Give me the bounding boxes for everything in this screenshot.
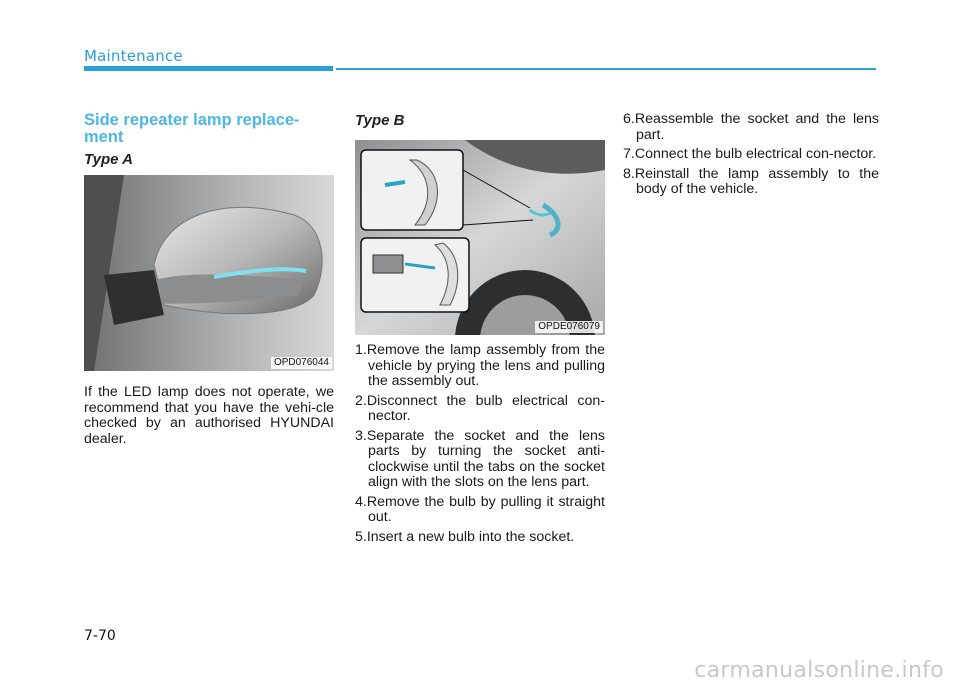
section-heading: Side repeater lamp replace-ment xyxy=(84,111,300,146)
list-item: 1.Remove the lamp assembly from the vehicle by prying the lens and pulling the assembly out. xyxy=(355,342,605,389)
steps-list-col3 xyxy=(623,112,879,202)
type-a-label: Type A xyxy=(84,151,133,168)
header-rule-thin xyxy=(336,68,876,70)
mirror-illustration xyxy=(84,175,334,371)
figure-type-b xyxy=(355,140,605,335)
list-item: 2.Disconnect the bulb electrical con-nector. xyxy=(355,392,605,424)
intro-paragraph: If the LED lamp does not operate, we recommend that you have the vehi-cle checked by an authorised HYUNDAI dealer. xyxy=(84,384,334,447)
figure-code-a: OPD076044 xyxy=(271,357,332,369)
page-number: 7-70 xyxy=(84,628,116,644)
figure-type-a xyxy=(84,175,334,371)
list-item: 7.Connect the bulb electrical con-nector. xyxy=(623,146,877,162)
header-rule-thick xyxy=(84,66,333,71)
type-b-label: Type B xyxy=(355,112,405,129)
watermark[interactable]: carmanualsonline.info xyxy=(694,658,944,683)
list-item: 3.Separate the socket and the lens parts by turning the socket anti-clockwise until the tabs on the socket align with the slots on the lens part. xyxy=(355,427,605,490)
list-item: 5.Insert a new bulb into the socket. xyxy=(355,528,575,545)
list-item: 8.Reinstall the lamp assembly to the body of the vehicle. xyxy=(623,165,879,197)
list-item: 6.Reassemble the socket and the lens part. xyxy=(623,111,879,143)
list-item: 4.Remove the bulb by pulling it straight out. xyxy=(355,493,605,525)
section-label: Maintenance xyxy=(84,47,183,65)
steps-list-col2 xyxy=(355,343,605,549)
fender-lamp-illustration xyxy=(355,140,605,335)
figure-code-b: OPDE076079 xyxy=(535,321,603,333)
